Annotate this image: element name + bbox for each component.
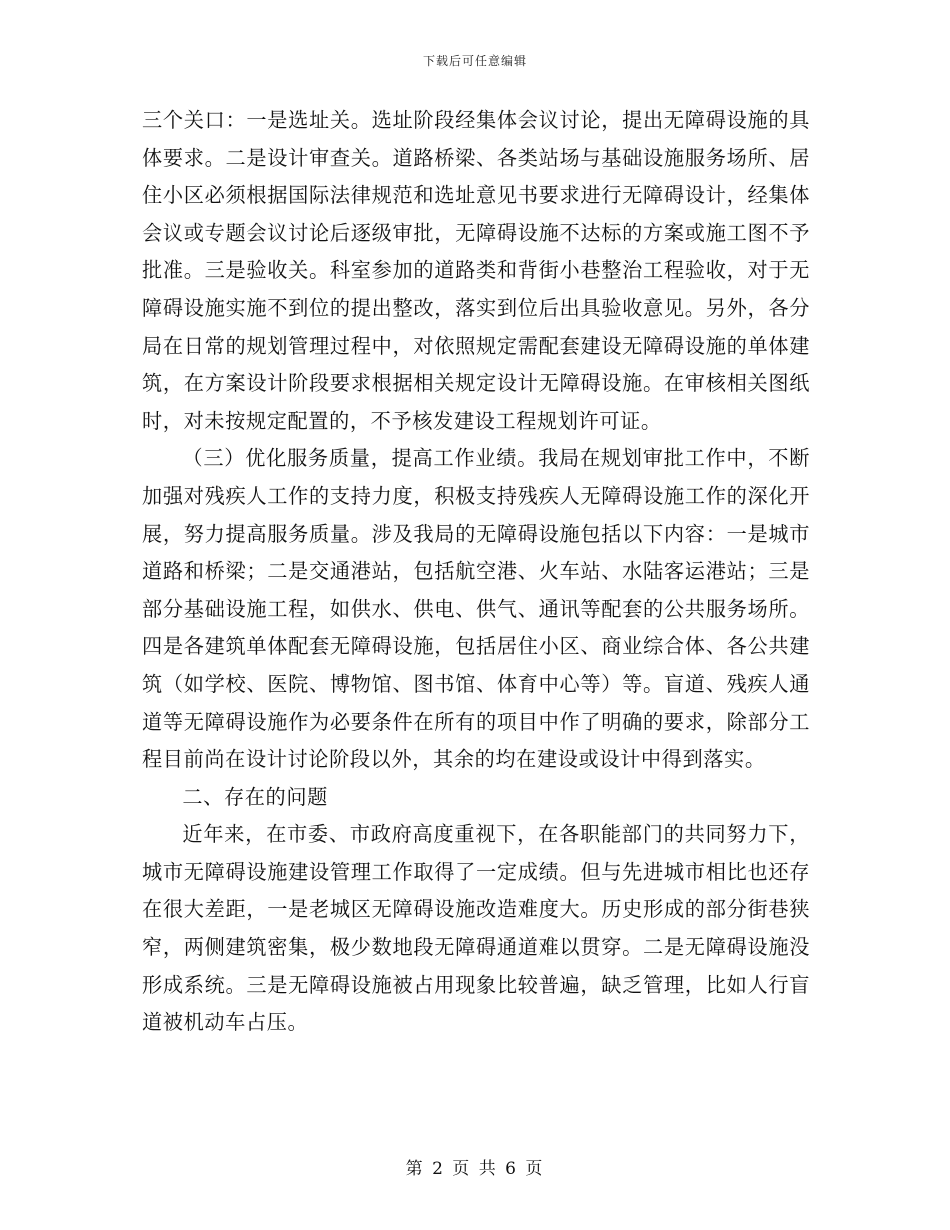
page-header: 下载后可任意编辑 (422, 54, 527, 68)
footer-prefix: 第 (405, 1159, 425, 1179)
footer-middle: 页 共 (452, 1159, 498, 1179)
page-footer (0, 1154, 950, 1179)
footer-suffix: 页 (525, 1159, 545, 1179)
paragraph-continuation: 三个关口：一是选址关。选址阶段经集体会议讨论，提出无障碍设施的具体要求。二是设计审查关。道路桥梁、各类站场与基础设施服务场所、居住小区必须根据国际法律规范和选址意见书要求进行无障碍设计，经集体会议或专题会议讨论后逐级审批，无障碍设施不达标的方案或施工图不予批准。三是验收关。科室参加的道路类和背街小巷整治工程验收，对于无障碍设施实施不到位的提出整改，落实到位后出具验收意见。另外，各分局在日常的规划管理过程中，对依照规定需配套建设无障碍设施的单体建筑，在方案设计阶段要求根据相关规定设计无障碍设施。在审核相关图纸时，对未按规定配置的，不予核发建设工程规划许可证。 (142, 108, 810, 433)
section-heading-problems: 二、存在的问题 (182, 784, 328, 809)
footer-page-number: 2 (432, 1159, 445, 1179)
paragraph-section-three: （三）优化服务质量，提高工作业绩。我局在规划审批工作中，不断加强对残疾人工作的支持力度，积极支持残疾人无障碍设施工作的深化开展，努力提高服务质量。涉及我局的无障碍设施包括以下内容：一是城市道路和桥梁；二是交通港站，包括航空港、火车站、水陆客运港站；三是部分基础设施工程，如供水、供电、供气、通讯等配套的公共服务场所。四是各建筑单体配套无障碍设施，包括居住小区、商业综合体、各公共建筑（如学校、医院、博物馆、图书馆、体育中心等）等。盲道、残疾人通道等无障碍设施作为必要条件在所有的项目中作了明确的要求，除部分工程目前尚在设计讨论阶段以外，其余的均在建设或设计中得到落实。 (142, 446, 810, 772)
footer-total-pages: 6 (505, 1159, 518, 1179)
document-body (142, 102, 810, 1042)
paragraph-problems: 近年来，在市委、市政府高度重视下，在各职能部门的共同努力下，城市无障碍设施建设管理工作取得了一定成绩。但与先进城市相比也还存在很大差距，一是老城区无障碍设施改造难度大。历史形成的部分街巷狭窄，两侧建筑密集，极少数地段无障碍通道难以贯穿。二是无障碍设施没形成系统。三是无障碍设施被占用现象比较普遍，缺乏管理，比如人行盲道被机动车占压。 (142, 822, 810, 1035)
